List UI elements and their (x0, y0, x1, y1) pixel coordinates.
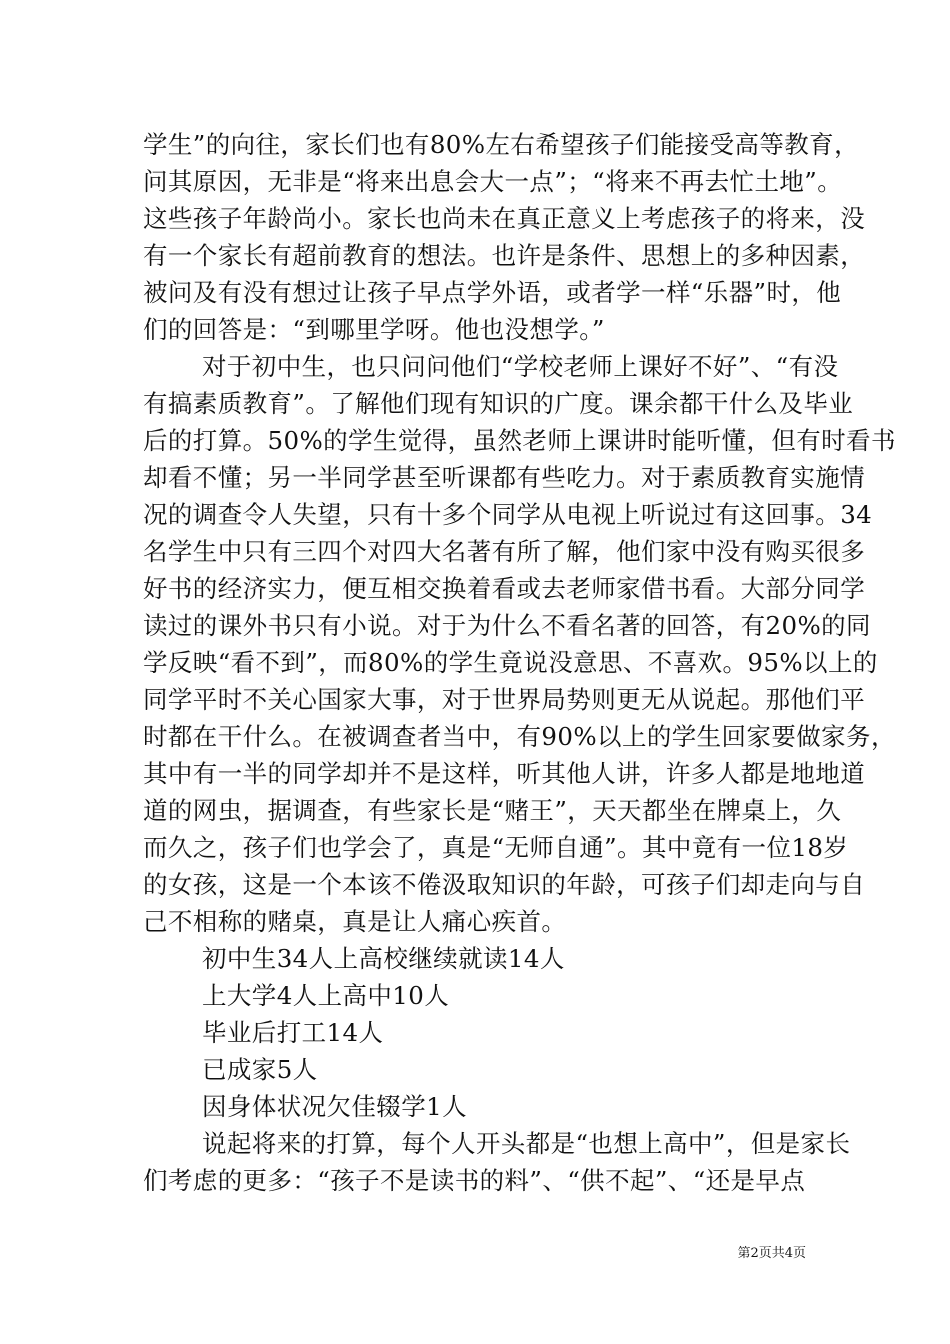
paragraph-line: 对于初中生，也只问问他们“学校老师上课好不好”、“有没 (202, 352, 839, 381)
paragraph-line: 被问及有没有想过让孩子早点学外语，或者学一样“乐器”时，他 (143, 278, 842, 307)
stats-line: 上大学4人上高中10人 (202, 981, 450, 1010)
paragraph-line: 学生”的向往，家长们也有80%左右希望孩子们能接受高等教育， (143, 130, 859, 159)
paragraph-line: 读过的课外书只有小说。对于为什么不看名著的回答，有20%的同 (143, 611, 871, 640)
paragraph-line: 其中有一半的同学却并不是这样，听其他人讲，许多人都是地地道 (143, 759, 866, 788)
paragraph-line: 好书的经济实力，便互相交换着看或去老师家借书看。大部分同学 (143, 574, 866, 603)
paragraph-line: 有一个家长有超前教育的想法。也许是条件、思想上的多种因素， (143, 241, 866, 270)
stats-line: 已成家5人 (202, 1055, 318, 1084)
paragraph-line: 道的网虫，据调查，有些家长是“赌王”，天天都坐在牌桌上，久 (143, 796, 842, 825)
paragraph-line: 却看不懂；另一半同学甚至听课都有些吃力。对于素质教育实施情 (143, 463, 866, 492)
stats-line: 毕业后打工14人 (202, 1018, 384, 1047)
paragraph-line: 这些孩子年龄尚小。家长也尚未在真正意义上考虑孩子的将来，没 (143, 204, 866, 233)
paragraph-line: 况的调查令人失望，只有十多个同学从电视上听说过有这回事。34 (143, 500, 873, 529)
paragraph-line: 后的打算。50%的学生觉得，虽然老师上课讲时能听懂，但有时看书 (143, 426, 896, 455)
paragraph-line: 们的回答是：“到哪里学呀。他也没想学。” (143, 315, 605, 344)
stats-line: 因身体状况欠佳辍学1人 (202, 1092, 467, 1121)
paragraph-line: 己不相称的赌桌，真是让人痛心疾首。 (143, 907, 567, 936)
paragraph-line: 问其原因，无非是“将来出息会大一点”；“将来不再去忙土地”。 (143, 167, 843, 196)
stats-line: 初中生34人上高校继续就读14人 (202, 944, 565, 973)
paragraph-line: 名学生中只有三四个对四大名著有所了解，他们家中没有购买很多 (143, 537, 866, 566)
paragraph-line: 同学平时不关心国家大事，对于世界局势则更无从说起。那他们平 (143, 685, 866, 714)
page-number: 第2页共4页 (737, 1246, 806, 1261)
paragraph-line: 们考虑的更多：“孩子不是读书的料”、“供不起”、“还是早点 (143, 1166, 806, 1195)
paragraph-line: 而久之，孩子们也学会了，真是“无师自通”。其中竟有一位18岁 (143, 833, 849, 862)
paragraph-line: 说起将来的打算，每个人开头都是“也想上高中”，但是家长 (202, 1129, 851, 1158)
paragraph-line: 有搞素质教育”。了解他们现有知识的广度。课余都干什么及毕业 (143, 389, 854, 418)
paragraph-line: 时都在干什么。在被调查者当中，有90%以上的学生回家要做家务， (143, 722, 896, 751)
paragraph-line: 学反映“看不到”，而80%的学生竟说没意思、不喜欢。95%以上的 (143, 648, 878, 677)
paragraph-line: 的女孩，这是一个本该不倦汲取知识的年龄，可孩子们却走向与自 (143, 870, 866, 899)
